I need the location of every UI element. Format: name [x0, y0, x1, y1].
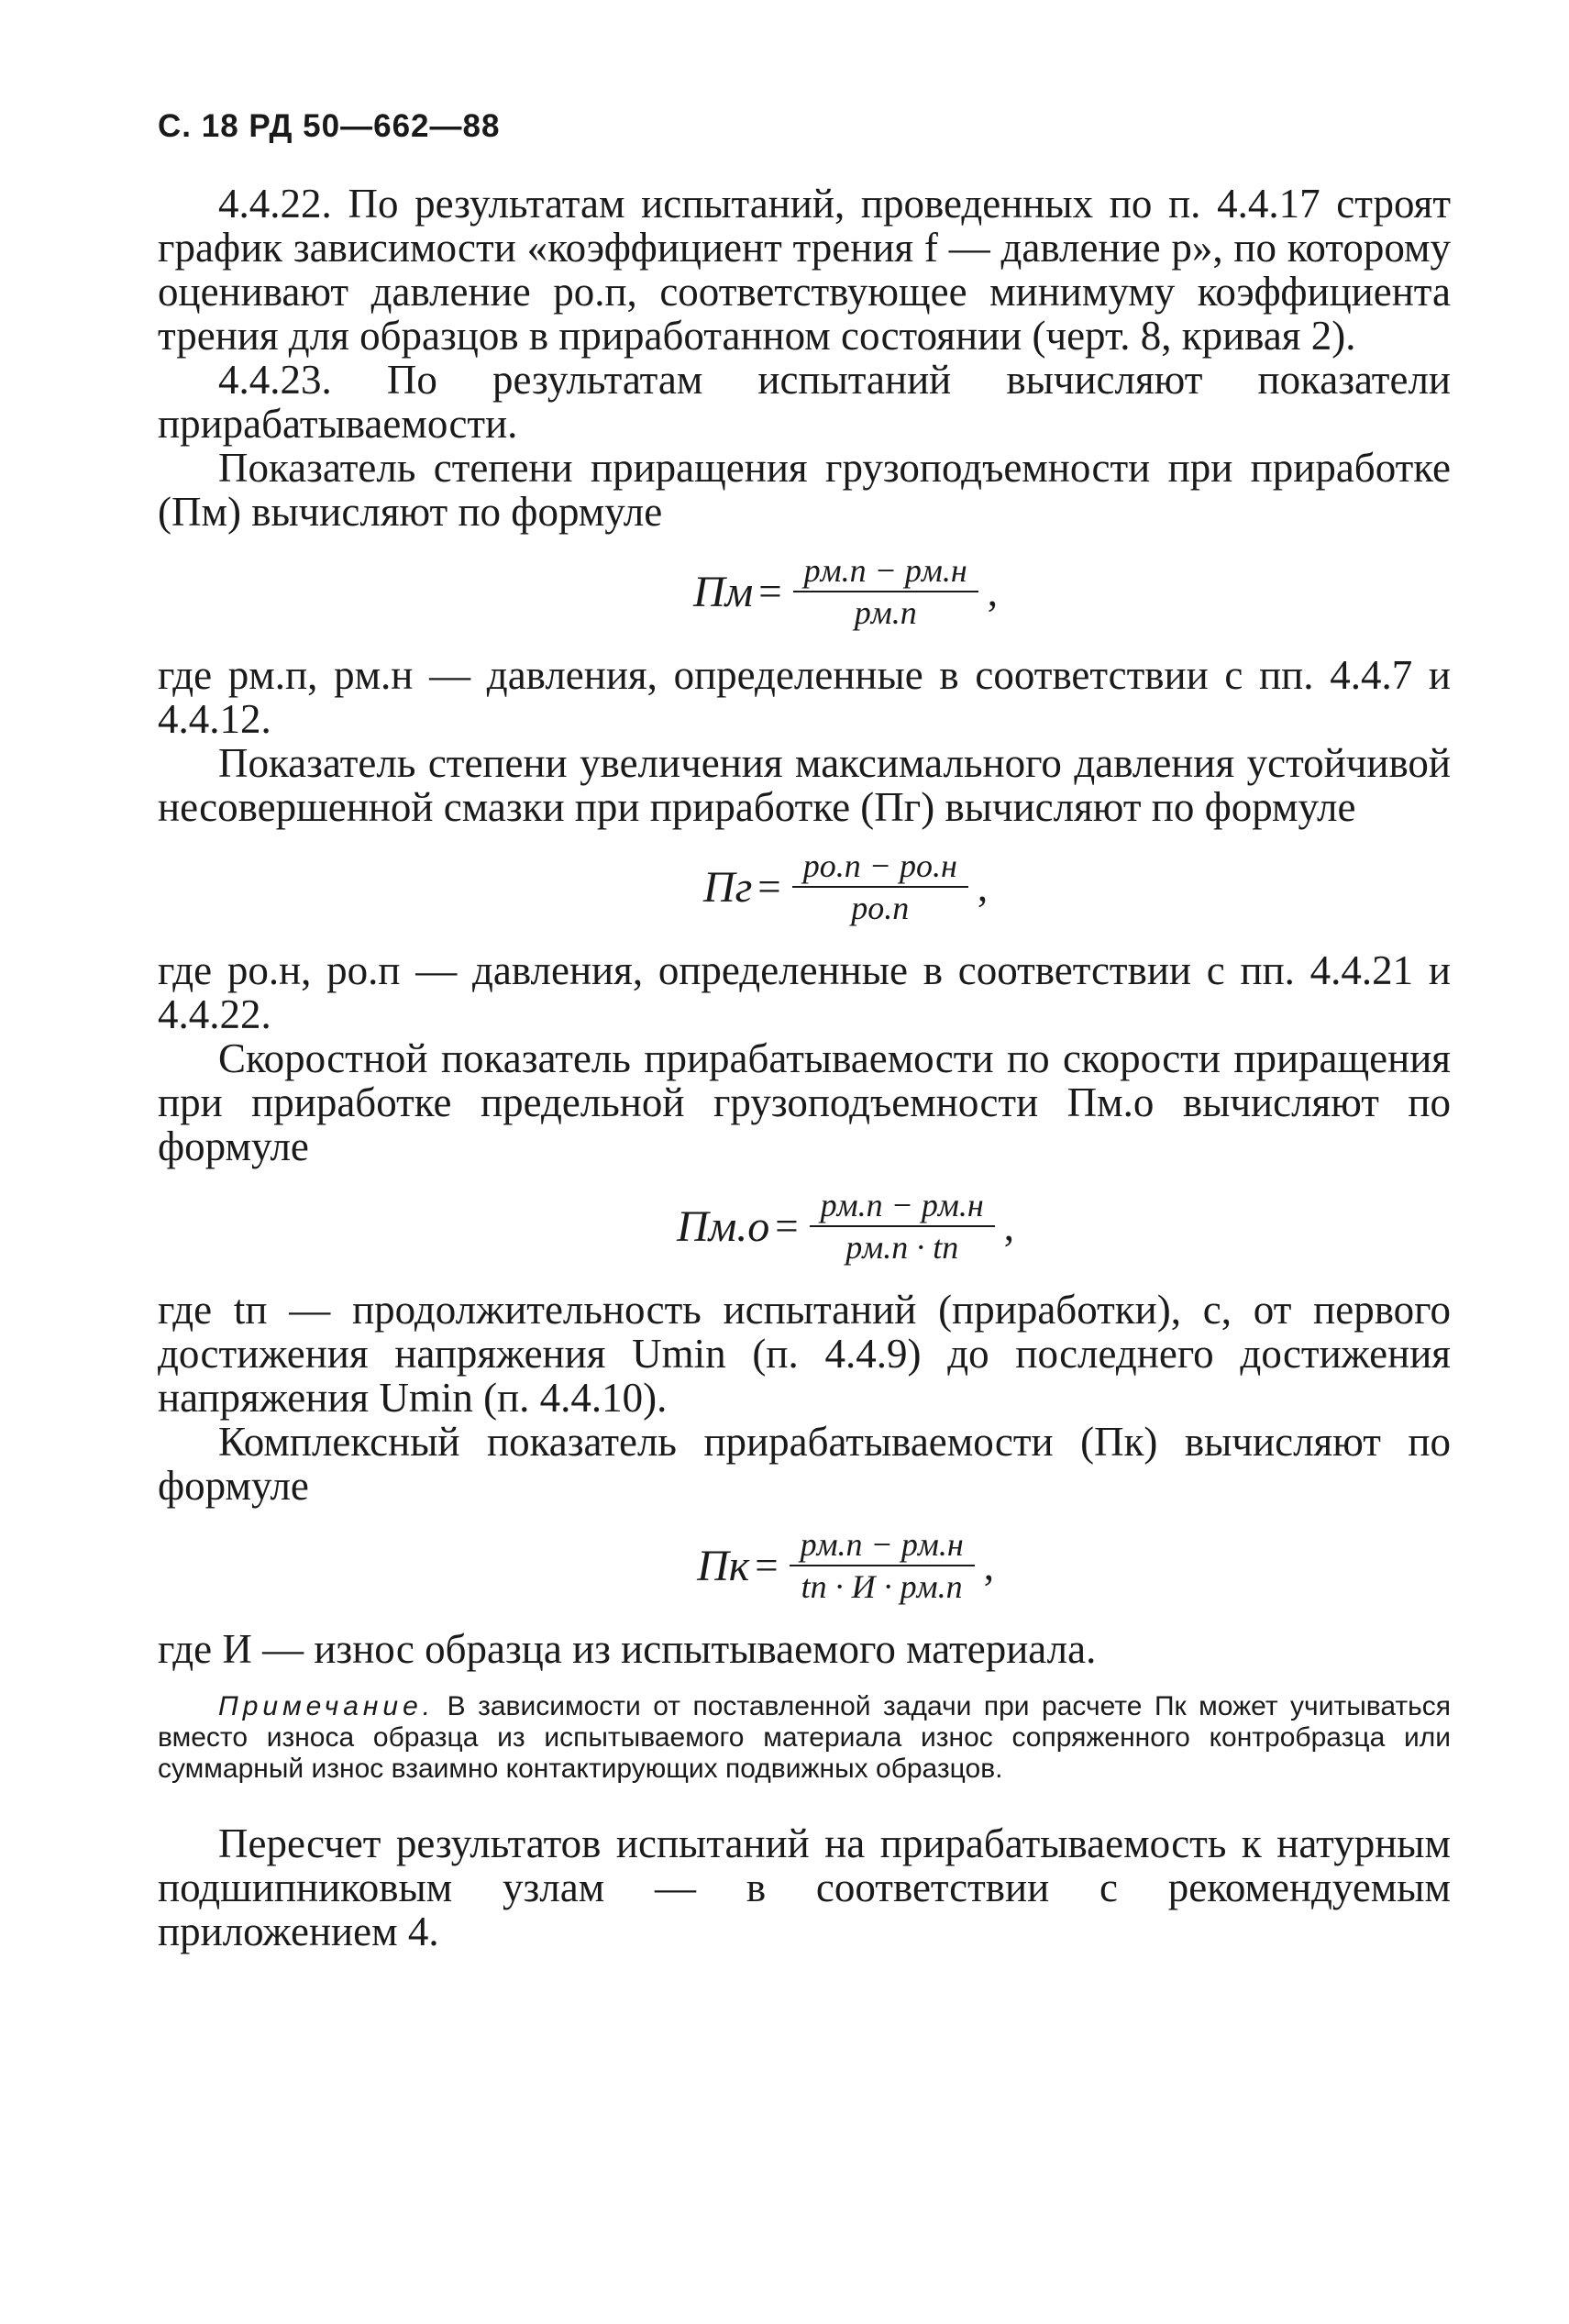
- formula-numerator: pм.п − pм.н: [790, 1524, 975, 1566]
- formula-numerator: pм.п − pм.н: [810, 1185, 995, 1227]
- formula-denominator: pо.п: [851, 890, 910, 926]
- paragraph-speed-index: Скоростной показатель прирабатываемости по скорости приращения при приработке предельной грузоподъемности Пм.о вычисляют по формуле: [158, 1035, 1451, 1169]
- document-page: [158, 108, 1451, 1953]
- formula-lhs: Пм.о: [676, 1201, 770, 1251]
- paragraph-4-4-23: 4.4.23. По результатам испытаний вычисляют показатели прирабатываемости.: [158, 357, 1451, 447]
- formula-pk: [158, 1524, 1451, 1607]
- formula-denominator: pм.п · tп: [845, 1229, 959, 1266]
- note-label: Примечание.: [218, 1691, 436, 1721]
- page-header: С. 18 РД 50—662—88: [158, 108, 501, 144]
- note-block: [158, 1691, 1451, 1785]
- paragraph-load-capacity-index: Показатель степени приращения грузоподъемности при приработке (Пм) вычисляют по формуле: [158, 445, 1451, 535]
- formula-denominator: tп · И · pм.п: [801, 1568, 963, 1605]
- formula-comma: ,: [1003, 1203, 1015, 1249]
- formula-numerator: pм.п − pм.н: [793, 550, 978, 592]
- formula-lhs: Пм: [692, 567, 754, 616]
- paragraph-where-tp: где tп — продолжительность испытаний (приработки), с, от первого достижения напряжения Umin (п. 4.4.9) до последнего достижения напряжения Umin (п. 4.4.10).: [158, 1287, 1451, 1421]
- formula-numerator: pо.п − pо.н: [792, 846, 968, 888]
- formula-lhs: Пг: [702, 862, 753, 912]
- note-text: В зависимости от поставленной задачи при расчете Пк может учитываться вместо износа образца из испытываемого материала износ сопряженного контробразца или суммарный износ взаимно контактирующих подвижных образцов.: [158, 1691, 1451, 1784]
- formula-equals: =: [757, 864, 781, 910]
- formula-lhs: Пк: [697, 1541, 750, 1590]
- formula-fraction: [792, 846, 968, 928]
- paragraph-max-pressure-index: Показатель степени увеличения максимального давления устойчивой несовершенной смазки при приработке (Пг) вычисляют по формуле: [158, 740, 1451, 830]
- formula-fraction: [790, 1524, 975, 1607]
- paragraph-where-wear: где И — износ образца из испытываемого материала.: [158, 1626, 1097, 1672]
- formula-denominator: pм.п: [854, 594, 917, 631]
- paragraph-recalculation: Пересчет результатов испытаний на прирабатываемость к натурным подшипниковым узлам — в соответствии с рекомендуемым приложением 4.: [158, 1820, 1451, 1954]
- paragraph-where-po: где pо.н, pо.п — давления, определенные в соответствии с пп. 4.4.21 и 4.4.22.: [158, 947, 1451, 1037]
- formula-pg: [158, 846, 1451, 928]
- formula-equals: =: [758, 569, 782, 614]
- formula-fraction: [810, 1185, 995, 1267]
- formula-equals: =: [775, 1203, 799, 1249]
- formula-comma: ,: [987, 569, 999, 614]
- formula-comma: ,: [983, 1543, 994, 1588]
- paragraph-complex-index: Комплексный показатель прирабатываемости (Пк) вычисляют по формуле: [158, 1419, 1451, 1509]
- formula-equals: =: [755, 1543, 779, 1588]
- formula-pm: [158, 550, 1451, 633]
- formula-fraction: [793, 550, 978, 633]
- paragraph-where-pm: где pм.п, pм.н — давления, определенные в соответствии с пп. 4.4.7 и 4.4.12.: [158, 652, 1451, 742]
- formula-comma: ,: [977, 864, 989, 910]
- paragraph-4-4-22: 4.4.22. По результатам испытаний, проведенных по п. 4.4.17 строят график зависимости «коэффициент трения f — давление p», по которому оценивают давление pо.п, соответствующее минимуму коэффициента трения для образцов в приработанном состоянии (черт. 8, кривая 2).: [158, 181, 1451, 359]
- formula-pmo: [158, 1185, 1451, 1267]
